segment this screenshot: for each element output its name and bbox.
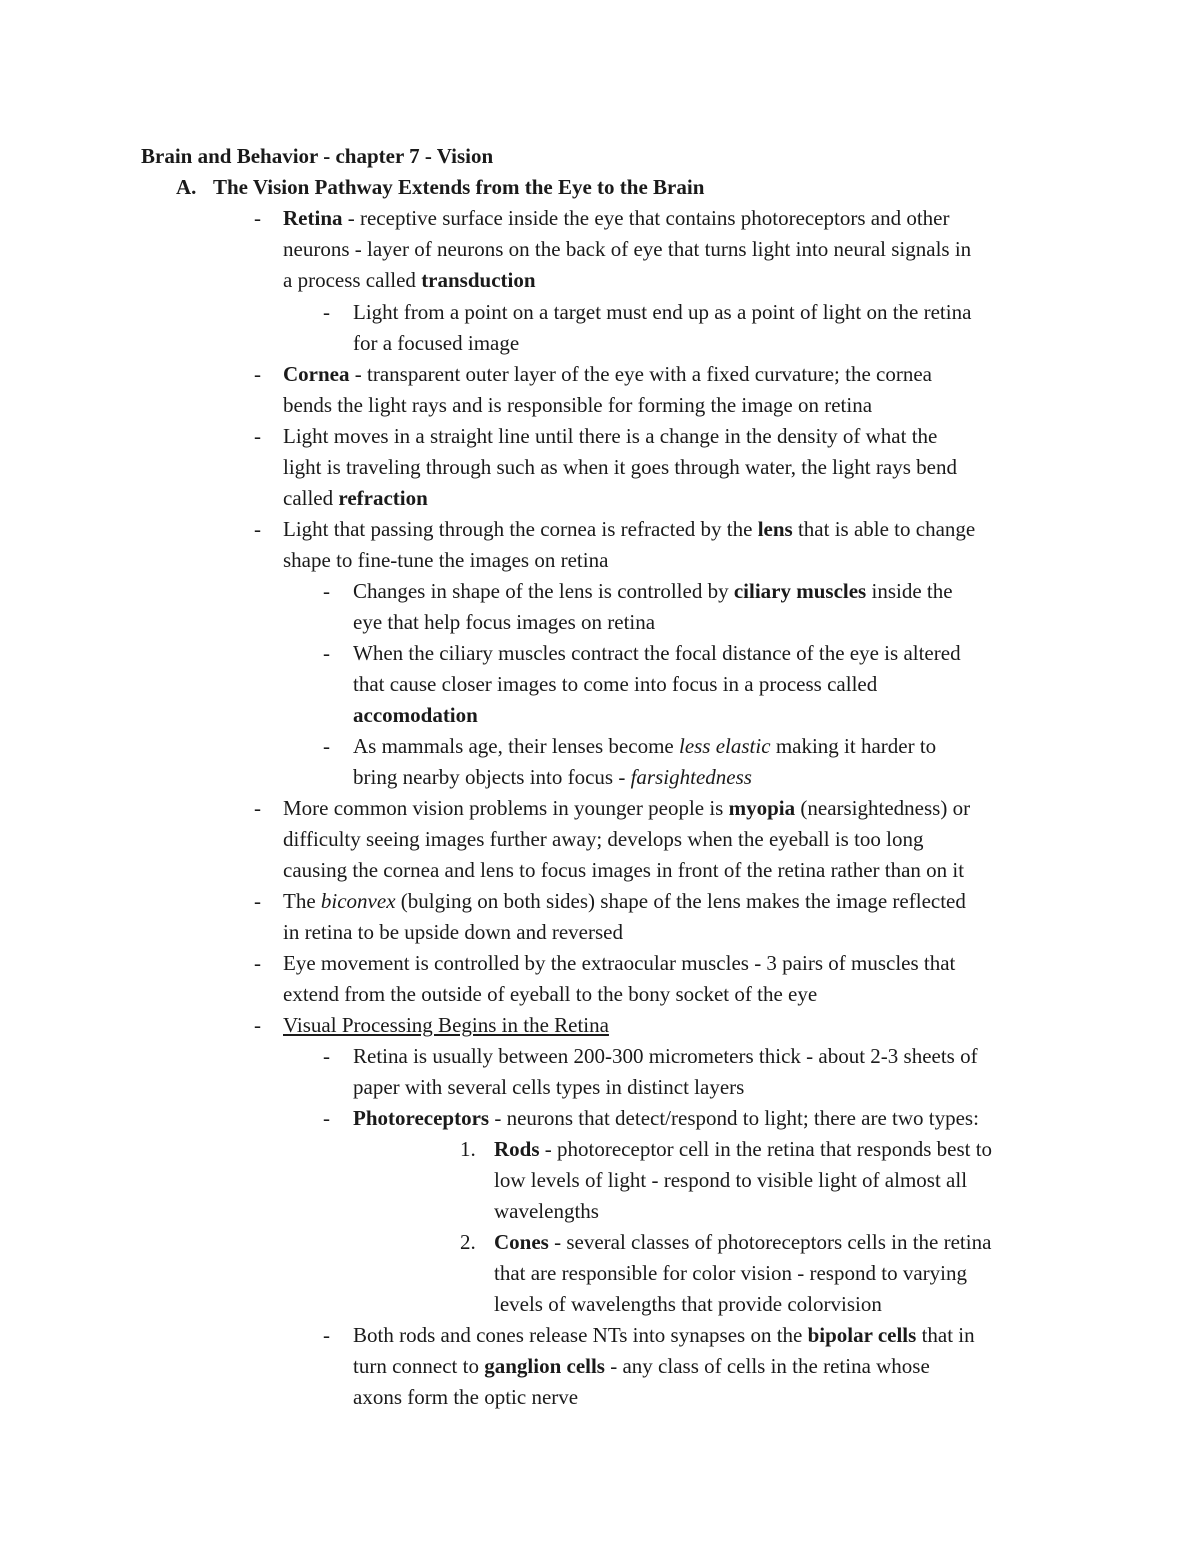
emphasis: less elastic <box>678 734 771 758</box>
numbered-item-line: levels of wavelengths that provide colorvision <box>494 1292 882 1316</box>
numbered-item-line: Cones - several classes of photoreceptors cells in the retina <box>494 1230 992 1254</box>
sub-bullet-line: Both rods and cones release NTs into synapses on the bipolar cells that in <box>353 1323 975 1347</box>
sub-bullet-line: turn connect to ganglion cells - any class of cells in the retina whose <box>353 1354 930 1378</box>
bullet-dash: - <box>254 1013 261 1037</box>
term: Photoreceptors <box>353 1106 490 1130</box>
bullet-refraction-line: called refraction <box>283 486 428 510</box>
bullet-dash: - <box>254 951 261 975</box>
sub-bullet-dash: - <box>323 300 330 324</box>
numbered-item-line: that are responsible for color vision - respond to varying <box>494 1261 967 1285</box>
term: transduction <box>421 268 536 292</box>
sub-bullet-line: When the ciliary muscles contract the focal distance of the eye is altered <box>353 641 961 665</box>
bullet-refraction-line: Light moves in a straight line until there is a change in the density of what the <box>283 424 938 448</box>
bullet-lens-line: shape to fine-tune the images on retina <box>283 548 609 572</box>
subheading-visual-processing: Visual Processing Begins in the Retina <box>283 1013 609 1037</box>
emphasis: biconvex <box>320 889 396 913</box>
sub-bullet-dash: - <box>323 1323 330 1347</box>
sub-bullet-dash: - <box>323 734 330 758</box>
sub-bullet-line: eye that help focus images on retina <box>353 610 656 634</box>
sub-bullet-dash: - <box>323 641 330 665</box>
bullet-dash: - <box>254 424 261 448</box>
bullet-biconvex-line: in retina to be upside down and reversed <box>283 920 623 944</box>
sub-bullet-dash: - <box>323 1106 330 1130</box>
sub-bullet-line: axons form the optic nerve <box>353 1385 579 1409</box>
bullet-retina-line: a process called transduction <box>283 268 536 292</box>
bullet-myopia-line: difficulty seeing images further away; develops when the eyeball is too long <box>283 827 924 851</box>
sub-bullet-line <box>353 700 478 731</box>
term: Cones <box>494 1230 549 1254</box>
sub-bullet-line: As mammals age, their lenses become less elastic making it harder to <box>353 734 937 758</box>
sub-bullet-dash: - <box>323 579 330 603</box>
numbered-item-line: Rods - photoreceptor cell in the retina that responds best to <box>494 1137 993 1161</box>
term: ciliary muscles <box>733 579 867 603</box>
section-heading: The Vision Pathway Extends from the Eye to the Brain <box>213 175 705 199</box>
bullet-lens-line: Light that passing through the cornea is refracted by the lens that is able to change <box>283 517 976 541</box>
term: Cornea <box>283 362 350 386</box>
bullet-myopia-line: More common vision problems in younger people is myopia (nearsightedness) or <box>283 796 971 820</box>
sub-bullet-line: Light from a point on a target must end up as a point of light on the retina <box>353 300 972 324</box>
bullet-cornea-line: Cornea - transparent outer layer of the eye with a fixed curvature; the cornea <box>283 362 932 386</box>
term: Retina <box>283 206 343 230</box>
bullet-refraction-line: light is traveling through such as when it goes through water, the light rays bend <box>283 455 957 479</box>
sub-bullet-line: Retina is usually between 200-300 micrometers thick - about 2-3 sheets of <box>353 1044 978 1068</box>
term: bipolar cells <box>807 1323 917 1347</box>
sub-bullet-line: bring nearby objects into focus - farsightedness <box>353 765 752 789</box>
numbered-item-line: low levels of light - respond to visible light of almost all <box>494 1168 968 1192</box>
bullet-cornea-line: bends the light rays and is responsible for forming the image on retina <box>283 393 873 417</box>
numbered-marker: 2. <box>460 1230 476 1254</box>
section-marker: A. <box>176 175 197 199</box>
numbered-marker: 1. <box>460 1137 476 1161</box>
document-title: Brain and Behavior - chapter 7 - Vision <box>141 144 494 168</box>
bullet-biconvex-line: The biconvex (bulging on both sides) shape of the lens makes the image reflected <box>283 889 966 913</box>
bullet-dash: - <box>254 206 261 230</box>
numbered-item-line: wavelengths <box>494 1199 599 1223</box>
bullet-retina-line: Retina - receptive surface inside the eye that contains photoreceptors and other <box>283 206 950 230</box>
sub-bullet-line: paper with several cells types in distinct layers <box>353 1075 745 1099</box>
sub-bullet-line: that cause closer images to come into focus in a process called <box>353 672 878 696</box>
bullet-retina-line: neurons - layer of neurons on the back of eye that turns light into neural signals in <box>283 237 972 261</box>
bullet-myopia-line: causing the cornea and lens to focus images in front of the retina rather than on it <box>283 858 965 882</box>
bullet-eye-movement-line: extend from the outside of eyeball to the bony socket of the eye <box>283 982 818 1006</box>
sub-bullet-line: Photoreceptors - neurons that detect/respond to light; there are two types: <box>353 1106 979 1130</box>
term: Rods <box>494 1137 540 1161</box>
bullet-dash: - <box>254 362 261 386</box>
term: refraction <box>338 486 428 510</box>
term: accomodation <box>353 703 478 727</box>
term: ganglion cells <box>484 1354 605 1378</box>
emphasis: farsightedness <box>630 765 752 789</box>
sub-bullet-line: Changes in shape of the lens is controlled by ciliary muscles inside the <box>353 579 953 603</box>
bullet-dash: - <box>254 796 261 820</box>
bullet-eye-movement-line: Eye movement is controlled by the extraocular muscles - 3 pairs of muscles that <box>283 951 956 975</box>
sub-bullet-line: for a focused image <box>353 331 520 355</box>
term: myopia <box>728 796 796 820</box>
term: lens <box>757 517 793 541</box>
sub-bullet-dash: - <box>323 1044 330 1068</box>
bullet-dash: - <box>254 517 261 541</box>
bullet-dash: - <box>254 889 261 913</box>
